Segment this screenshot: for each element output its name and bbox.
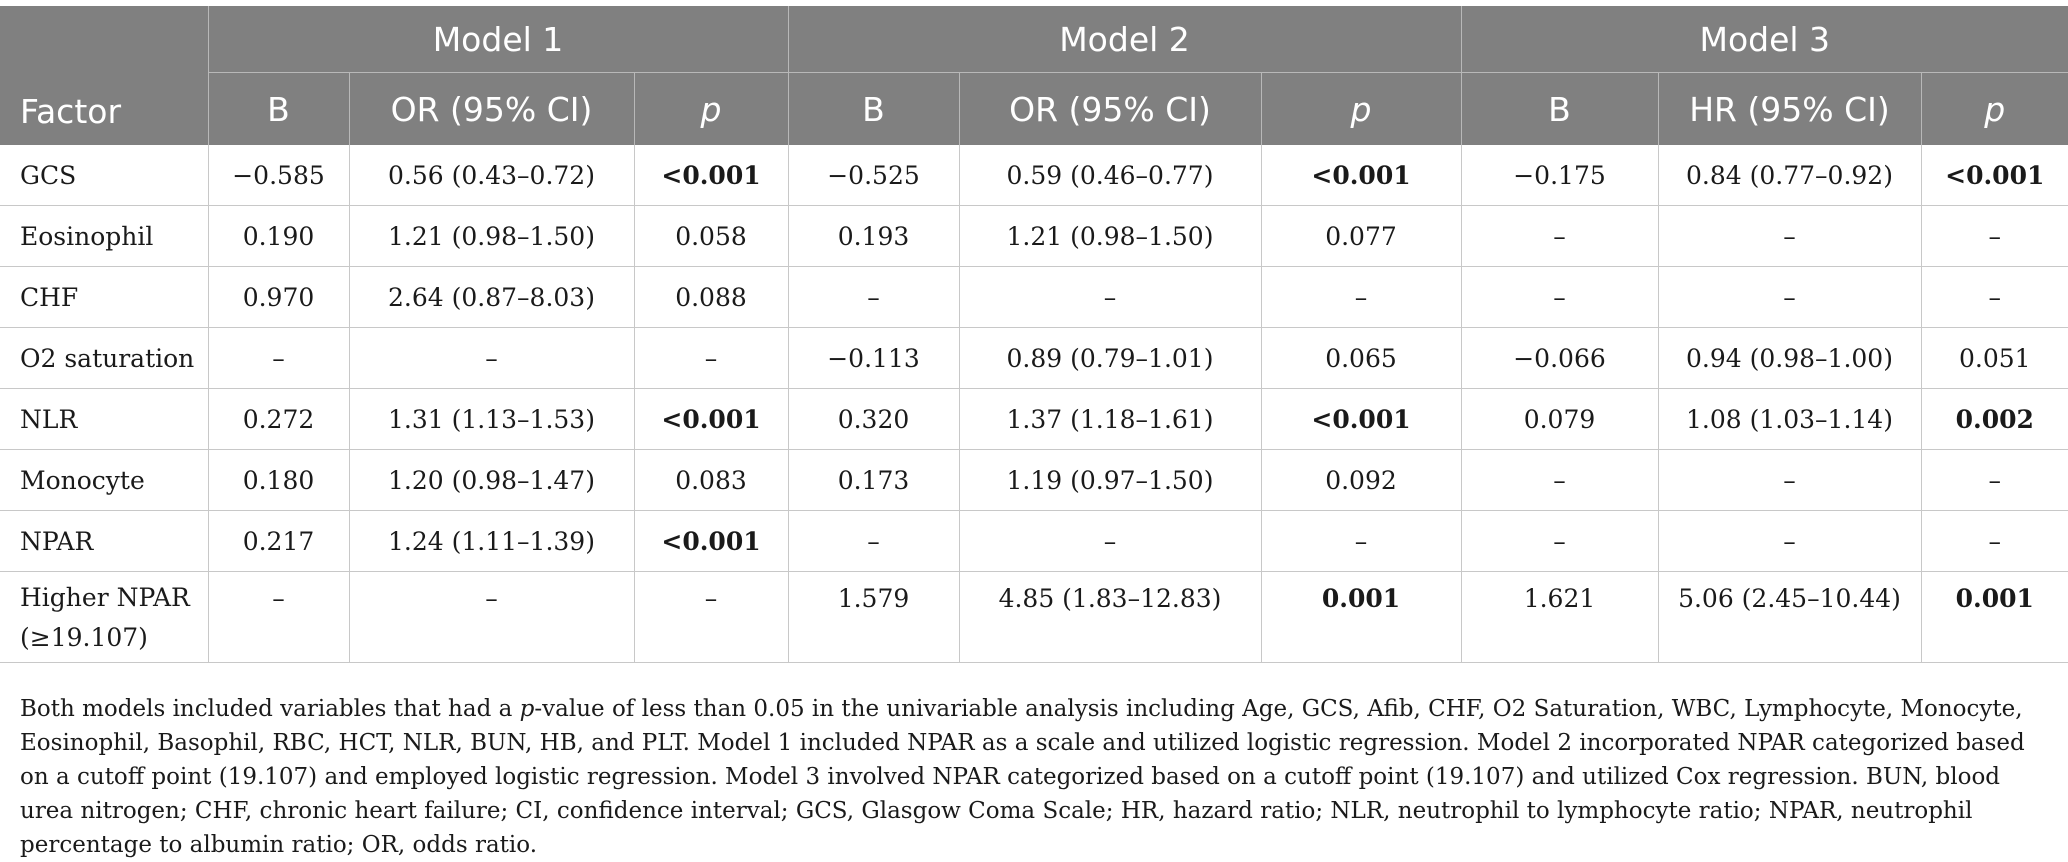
factor-cell: O2 saturation — [0, 328, 208, 389]
table-cell: – — [1658, 450, 1921, 511]
table-cell: 0.173 — [788, 450, 959, 511]
table-cell: 0.002 — [1921, 389, 2068, 450]
table-cell: – — [959, 267, 1261, 328]
table-cell: – — [1921, 267, 2068, 328]
table-cell: 1.08 (1.03–1.14) — [1658, 389, 1921, 450]
table-cell: – — [959, 511, 1261, 572]
table-cell: 1.37 (1.18–1.61) — [959, 389, 1261, 450]
model-2-p-header: p — [1261, 73, 1461, 146]
table-cell: – — [349, 328, 634, 389]
table-cell: – — [1461, 450, 1658, 511]
table-cell: 0.051 — [1921, 328, 2068, 389]
table-cell: 1.21 (0.98–1.50) — [959, 206, 1261, 267]
results-table — [0, 6, 2068, 663]
table-cell: <0.001 — [1261, 389, 1461, 450]
table-cell: 0.84 (0.77–0.92) — [1658, 145, 1921, 206]
model-3-b-header: B — [1461, 73, 1658, 146]
factor-cell: Monocyte — [0, 450, 208, 511]
table-cell: 0.065 — [1261, 328, 1461, 389]
model-3-p-header: p — [1921, 73, 2068, 146]
table-cell: 0.077 — [1261, 206, 1461, 267]
table-cell: 1.21 (0.98–1.50) — [349, 206, 634, 267]
table-row — [0, 145, 2068, 206]
table-cell: – — [1658, 511, 1921, 572]
footnote-part-2: -value of less than 0.05 in the univariable analysis including Age, GCS, Afib, CHF, O2 Saturation, WBC, Lymphocyte, Monocyte, Eosinophil, Basophil, RBC, HCT, NLR, BUN, HB, and PLT. Model 1 included NPAR as a scale and utilized logistic regression. Model 2 incorporated NPAR categorized based on a cutoff point (19.107) and employed logistic regression. Model 3 involved NPAR categorized based on a cutoff point (19.107) and utilized Cox regression. BUN, blood urea nitrogen; CHF, chronic heart failure; CI, confidence interval; GCS, Glasgow Coma Scale; HR, hazard ratio; NLR, neutrophil to lymphocyte ratio; NPAR, neutrophil percentage to albumin ratio; OR, odds ratio. — [20, 696, 2025, 858]
factor-header: Factor — [0, 6, 208, 145]
factor-cell: NLR — [0, 389, 208, 450]
table-row — [0, 389, 2068, 450]
model-1-b-header: B — [208, 73, 349, 146]
table-cell: – — [1921, 511, 2068, 572]
model-2-header: Model 2 — [788, 6, 1461, 73]
table-cell: – — [1261, 511, 1461, 572]
table-cell: – — [1461, 206, 1658, 267]
table-row — [0, 328, 2068, 389]
table-cell: 0.193 — [788, 206, 959, 267]
model-1-or-header: OR (95% CI) — [349, 73, 634, 146]
table-cell: 0.079 — [1461, 389, 1658, 450]
table-cell: 0.001 — [1921, 572, 2068, 663]
factor-cell: NPAR — [0, 511, 208, 572]
table-cell: 0.058 — [634, 206, 788, 267]
table-cell: 0.180 — [208, 450, 349, 511]
table-cell: – — [208, 328, 349, 389]
footnote-p-italic: p — [519, 696, 535, 722]
table-cell: – — [1658, 206, 1921, 267]
model-2-b-header: B — [788, 73, 959, 146]
table-cell: – — [1461, 511, 1658, 572]
table-cell: 0.088 — [634, 267, 788, 328]
factor-line-2: (≥19.107) — [20, 623, 148, 652]
table-cell: 4.85 (1.83–12.83) — [959, 572, 1261, 663]
table-cell: 1.19 (0.97–1.50) — [959, 450, 1261, 511]
table-row — [0, 206, 2068, 267]
table-cell: 0.083 — [634, 450, 788, 511]
model-3-header: Model 3 — [1461, 6, 2068, 73]
table-cell: <0.001 — [1261, 145, 1461, 206]
table-cell: – — [634, 572, 788, 663]
table-cell: 0.89 (0.79–1.01) — [959, 328, 1261, 389]
table-cell: – — [1921, 450, 2068, 511]
table-cell: – — [788, 267, 959, 328]
footnote-part-1: Both models included variables that had a — [20, 696, 520, 722]
table-cell: <0.001 — [1921, 145, 2068, 206]
table-cell: – — [1261, 267, 1461, 328]
table-cell: – — [788, 511, 959, 572]
table-cell: 0.56 (0.43–0.72) — [349, 145, 634, 206]
table-cell: – — [1921, 206, 2068, 267]
table-cell: – — [1658, 267, 1921, 328]
table-cell: – — [208, 572, 349, 663]
table-cell: 1.579 — [788, 572, 959, 663]
model-1-p-header: p — [634, 73, 788, 146]
table-row — [0, 572, 2068, 663]
table-row — [0, 450, 2068, 511]
table-cell: 0.272 — [208, 389, 349, 450]
table-cell: 0.001 — [1261, 572, 1461, 663]
model-2-or-header: OR (95% CI) — [959, 73, 1261, 146]
table-cell: 1.31 (1.13–1.53) — [349, 389, 634, 450]
table-cell: −0.525 — [788, 145, 959, 206]
table-cell: 0.190 — [208, 206, 349, 267]
table-footnote — [20, 692, 2050, 862]
table-cell: 1.621 — [1461, 572, 1658, 663]
table-cell: −0.175 — [1461, 145, 1658, 206]
factor-line-1: Higher NPAR — [20, 583, 190, 612]
table-cell: – — [349, 572, 634, 663]
table-row — [0, 511, 2068, 572]
table-cell: 0.092 — [1261, 450, 1461, 511]
factor-cell: Eosinophil — [0, 206, 208, 267]
table-cell: −0.066 — [1461, 328, 1658, 389]
table-cell: 0.94 (0.98–1.00) — [1658, 328, 1921, 389]
table-cell: −0.113 — [788, 328, 959, 389]
table-cell: −0.585 — [208, 145, 349, 206]
table-cell: <0.001 — [634, 389, 788, 450]
table-row — [0, 267, 2068, 328]
table-cell: 5.06 (2.45–10.44) — [1658, 572, 1921, 663]
table-cell: <0.001 — [634, 145, 788, 206]
model-3-hr-header: HR (95% CI) — [1658, 73, 1921, 146]
table-cell: <0.001 — [634, 511, 788, 572]
table-cell: – — [1461, 267, 1658, 328]
table-cell: 1.24 (1.11–1.39) — [349, 511, 634, 572]
table-cell: – — [634, 328, 788, 389]
table-cell: 1.20 (0.98–1.47) — [349, 450, 634, 511]
table-cell: 0.320 — [788, 389, 959, 450]
table-cell: 0.59 (0.46–0.77) — [959, 145, 1261, 206]
table-cell: 0.217 — [208, 511, 349, 572]
model-1-header: Model 1 — [208, 6, 788, 73]
table-cell: 0.970 — [208, 267, 349, 328]
table-cell: 2.64 (0.87–8.03) — [349, 267, 634, 328]
factor-cell — [0, 572, 208, 663]
factor-cell: CHF — [0, 267, 208, 328]
factor-cell: GCS — [0, 145, 208, 206]
